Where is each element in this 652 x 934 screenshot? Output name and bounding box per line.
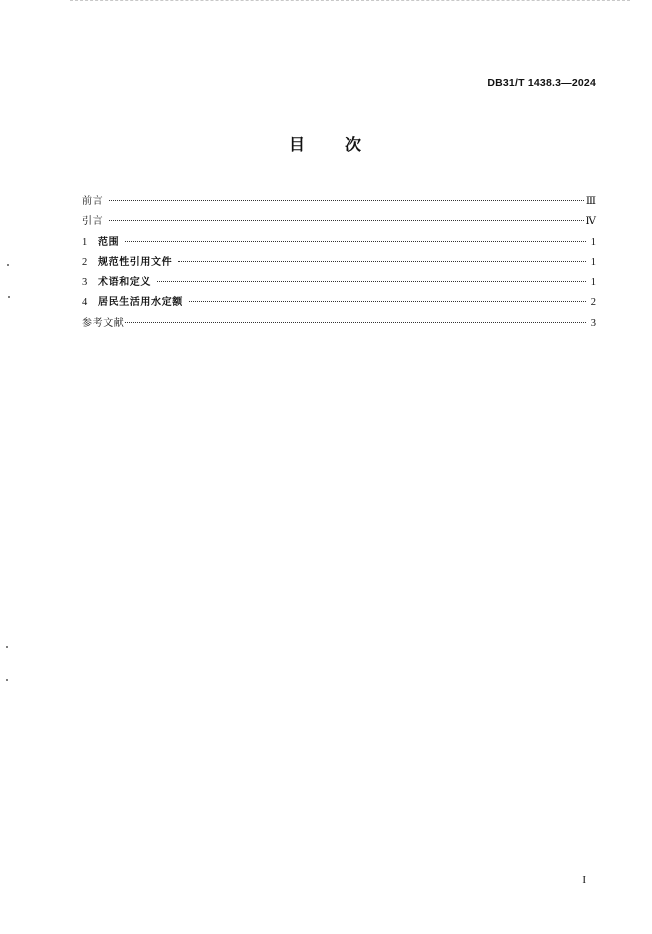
scan-speck bbox=[8, 296, 10, 298]
toc-dot-leader bbox=[157, 280, 586, 282]
toc-entry-label: 引言 bbox=[82, 216, 104, 228]
toc-title bbox=[0, 132, 652, 155]
toc-entry-page: 1 bbox=[590, 256, 596, 268]
toc-entry-introduction[interactable] bbox=[82, 212, 596, 232]
toc-title-char-2: 次 bbox=[345, 135, 364, 154]
toc-entry-label: 前言 bbox=[82, 196, 104, 207]
toc-dot-leader bbox=[189, 300, 586, 302]
toc-entry-water-quota[interactable] bbox=[82, 293, 596, 313]
toc-dot-leader bbox=[109, 219, 583, 221]
toc-entry-normative-references[interactable] bbox=[82, 253, 596, 273]
toc-entry-label: 术语和定义 bbox=[98, 277, 151, 289]
toc-dot-leader bbox=[178, 260, 586, 262]
standard-number: DB31/T 1438.3—2024 bbox=[487, 77, 596, 89]
scan-speck bbox=[7, 264, 9, 266]
toc-entry-foreword[interactable] bbox=[82, 192, 596, 212]
toc-entry-page: Ⅲ bbox=[585, 196, 596, 207]
toc-entry-label: 规范性引用文件 bbox=[98, 256, 173, 268]
toc-entry-label: 范围 bbox=[98, 236, 120, 248]
toc-title-char-1: 目 bbox=[288, 135, 307, 154]
scan-edge-line bbox=[70, 0, 630, 2]
toc-entry-label: 居民生活用水定额 bbox=[98, 297, 183, 309]
toc-entry-page: 1 bbox=[590, 236, 596, 248]
toc-dot-leader bbox=[125, 240, 586, 242]
table-of-contents bbox=[82, 192, 596, 334]
toc-entry-number: 3 bbox=[82, 277, 88, 289]
toc-entry-terms-definitions[interactable] bbox=[82, 273, 596, 293]
toc-entry-bibliography[interactable] bbox=[82, 314, 596, 334]
toc-dot-leader bbox=[125, 321, 586, 323]
toc-entry-number: 2 bbox=[82, 256, 88, 268]
toc-entry-scope[interactable] bbox=[82, 233, 596, 253]
toc-entry-number: 4 bbox=[82, 297, 88, 309]
toc-entry-page: Ⅳ bbox=[585, 216, 596, 228]
page-number: I bbox=[582, 874, 586, 886]
toc-entry-page: 1 bbox=[590, 277, 596, 289]
scan-speck bbox=[6, 646, 8, 648]
toc-entry-label: 参考文献 bbox=[82, 317, 125, 329]
toc-entry-page: 3 bbox=[590, 317, 596, 329]
toc-entry-page: 2 bbox=[590, 297, 596, 309]
scan-speck bbox=[6, 679, 8, 681]
toc-dot-leader bbox=[109, 199, 584, 201]
toc-entry-number: 1 bbox=[82, 236, 88, 248]
